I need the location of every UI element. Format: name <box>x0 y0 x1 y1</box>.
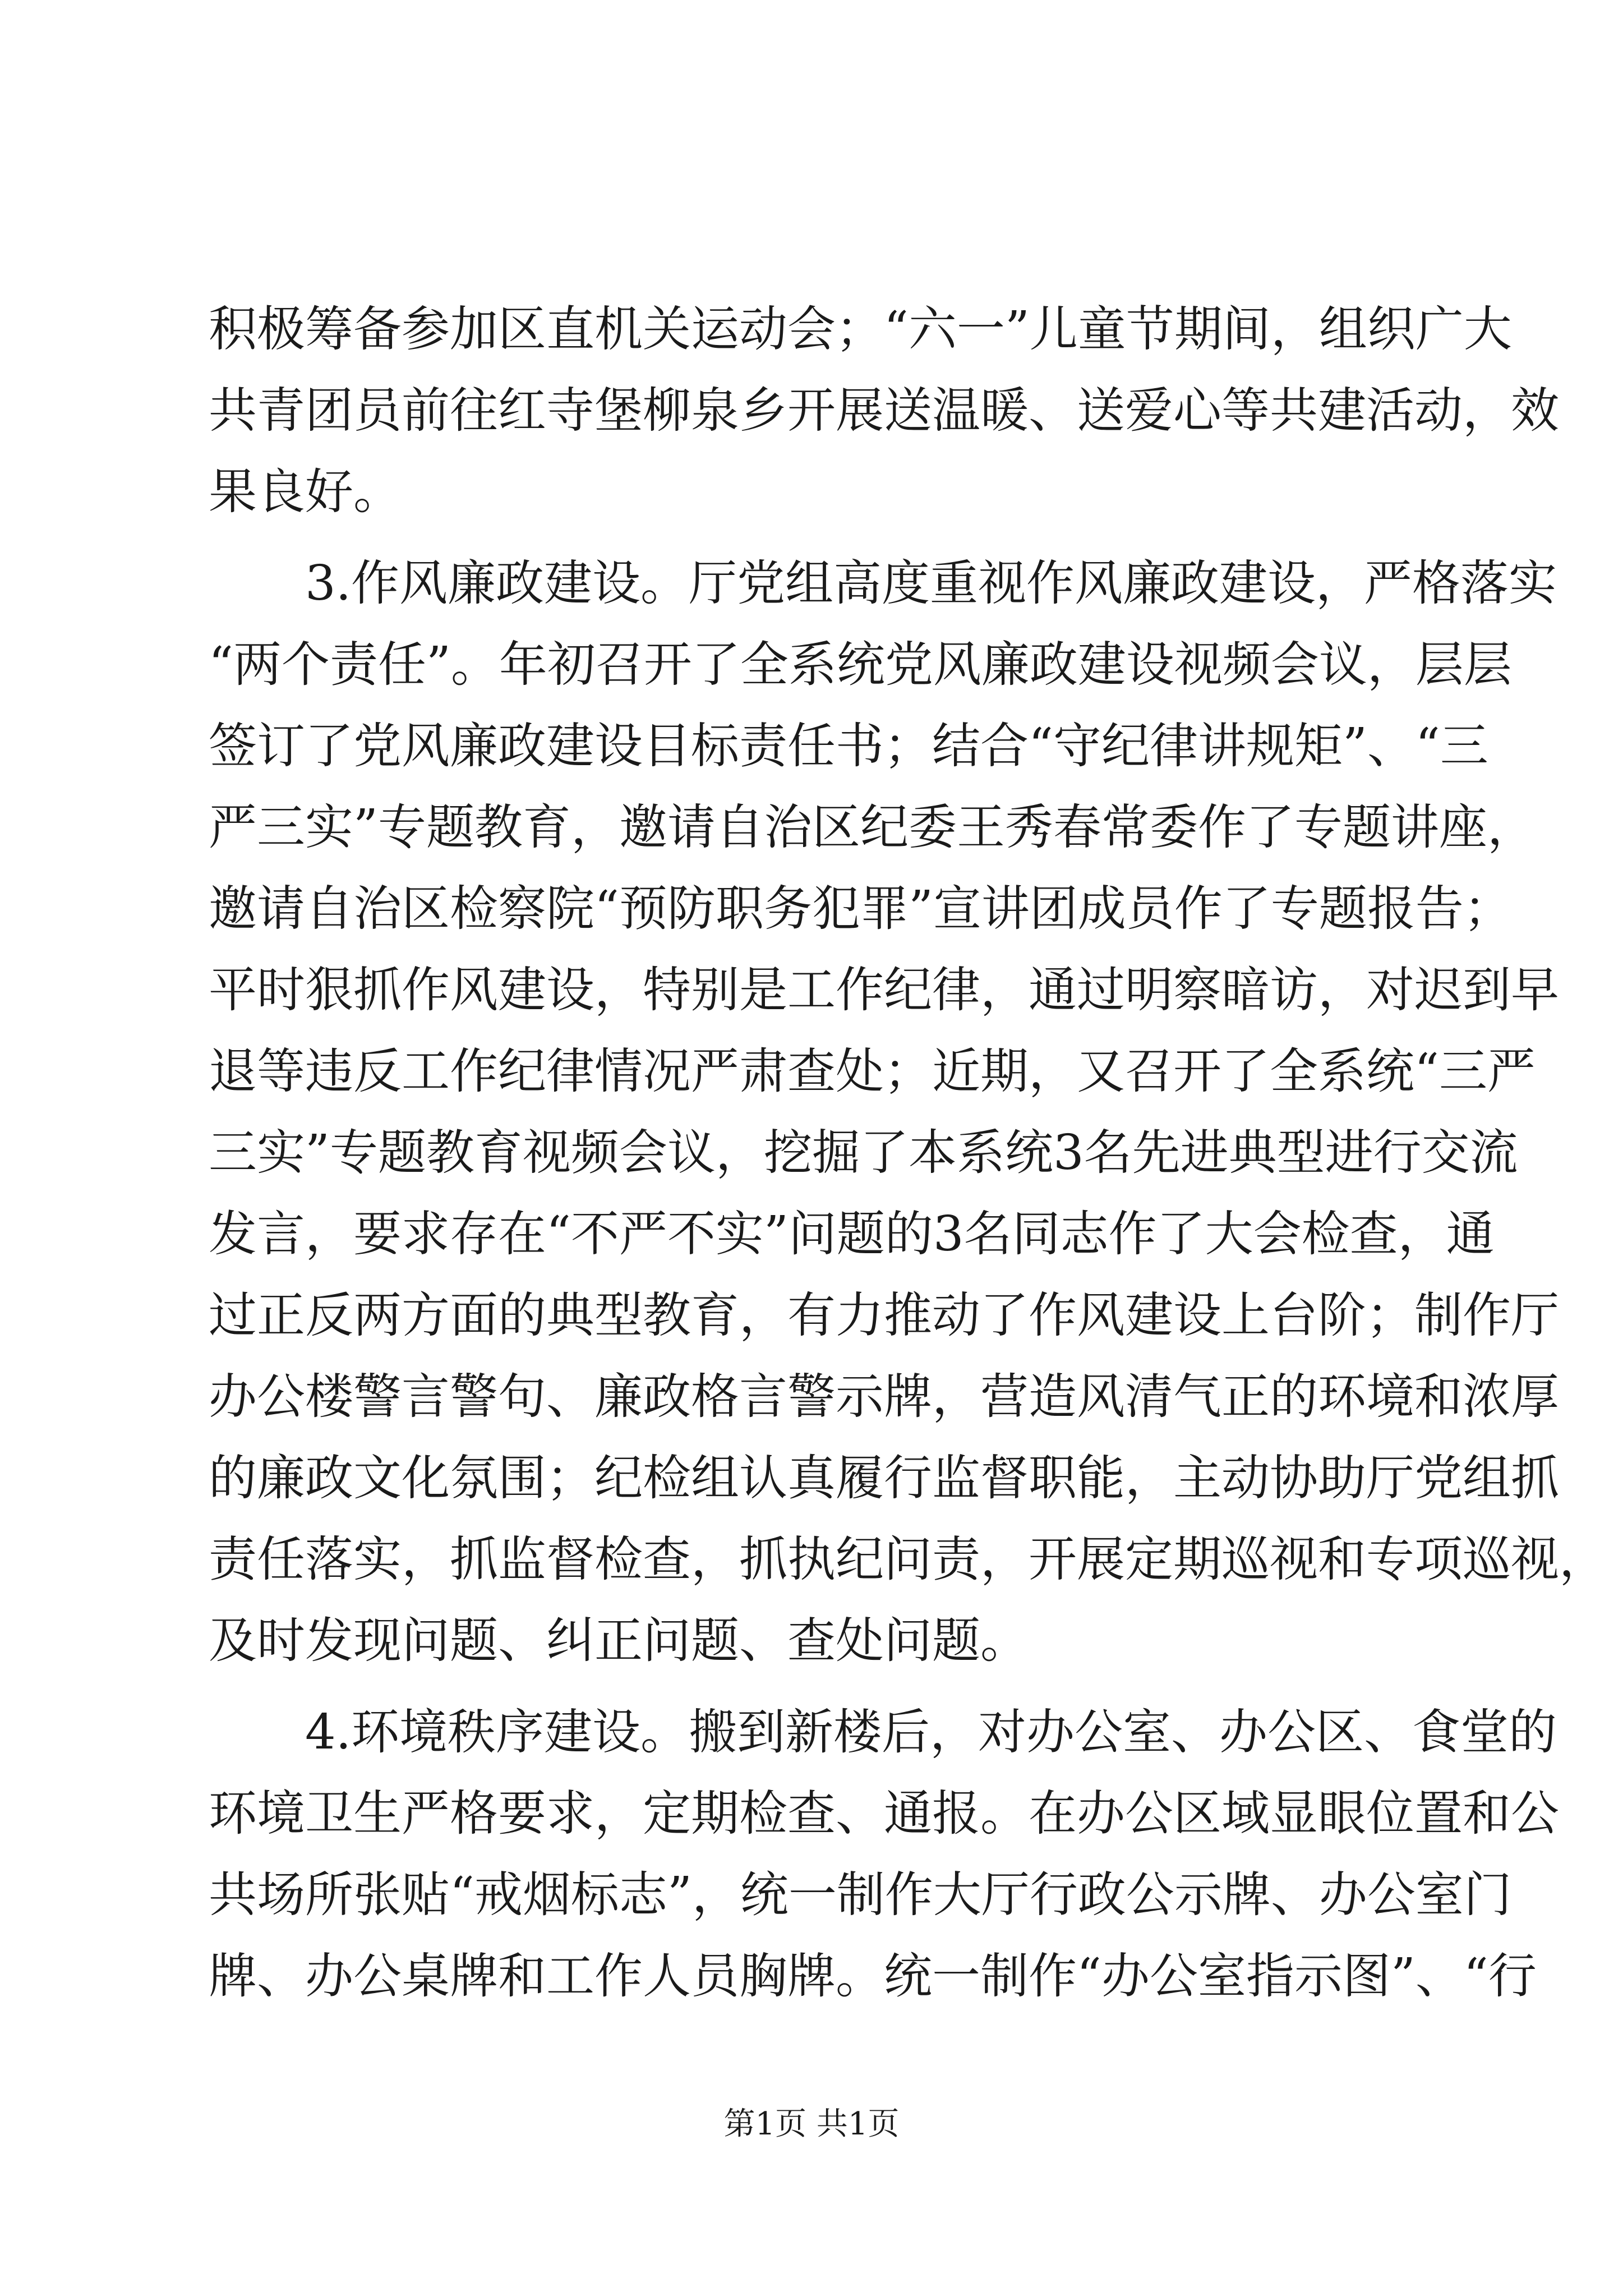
text-line: 平时狠抓作风建设，特别是工作纪律，通过明察暗访，对迟到早 <box>209 962 1559 1018</box>
text-line: 共青团员前往红寺堡柳泉乡开展送温暖、送爱心等共建活动，效 <box>209 383 1559 439</box>
text-line: 退等违反工作纪律情况严肃查处；近期，又召开了全系统“三严 <box>209 1043 1536 1099</box>
paragraph-2 <box>209 543 1607 1682</box>
paragraph-1 <box>209 289 1559 533</box>
paragraph-3 <box>209 1692 1559 2017</box>
text-line: 的廉政文化氛围；纪检组认真履行监督职能，主动协助厅党组抓 <box>209 1450 1559 1506</box>
text-line: 及时发现问题、纠正问题、查处问题。 <box>209 1613 1029 1669</box>
text-line: 严三实”专题教育，邀请自治区纪委王秀春常委作了专题讲座， <box>209 799 1536 855</box>
text-line: 果良好。 <box>209 464 402 520</box>
text-line: 责任落实，抓监督检查，抓执纪问责，开展定期巡视和专项巡视， <box>209 1531 1607 1588</box>
text-line: 3.作风廉政建设。厅党组高度重视作风廉政建设，严格落实 <box>305 555 1557 611</box>
text-line: 4.环境秩序建设。搬到新楼后，对办公室、办公区、食堂的 <box>305 1704 1557 1760</box>
text-line: 牌、办公桌牌和工作人员胸牌。统一制作“办公室指示图”、“行 <box>209 1948 1537 2004</box>
text-line: 积极筹备参加区直机关运动会；“六一”儿童节期间，组织广大 <box>209 301 1512 357</box>
text-line: 过正反两方面的典型教育，有力推动了作风建设上台阶；制作厅 <box>209 1287 1559 1343</box>
text-line: 邀请自治区检察院“预防职务犯罪”宣讲团成员作了专题报告； <box>209 881 1512 937</box>
page-footer: 第1页 共1页 <box>723 2106 900 2142</box>
text-line: 办公楼警言警句、廉政格言警示牌，营造风清气正的环境和浓厚 <box>209 1369 1559 1425</box>
text-line: 三实”专题教育视频会议，挖掘了本系统3名先进典型进行交流 <box>209 1125 1518 1181</box>
text-line: 环境卫生严格要求，定期检查、通报。在办公区域显眼位置和公 <box>209 1786 1559 1842</box>
text-line: 发言，要求存在“不严不实”问题的3名同志作了大会检查，通 <box>209 1206 1495 1262</box>
text-line: 共场所张贴“戒烟标志”，统一制作大厅行政公示牌、办公室门 <box>209 1867 1512 1923</box>
text-line: 签订了党风廉政建设目标责任书；结合“守纪律讲规矩”、“三 <box>209 718 1488 774</box>
text-line: “两个责任”。年初召开了全系统党风廉政建设视频会议，层层 <box>209 637 1512 693</box>
document-body <box>209 289 1607 2017</box>
